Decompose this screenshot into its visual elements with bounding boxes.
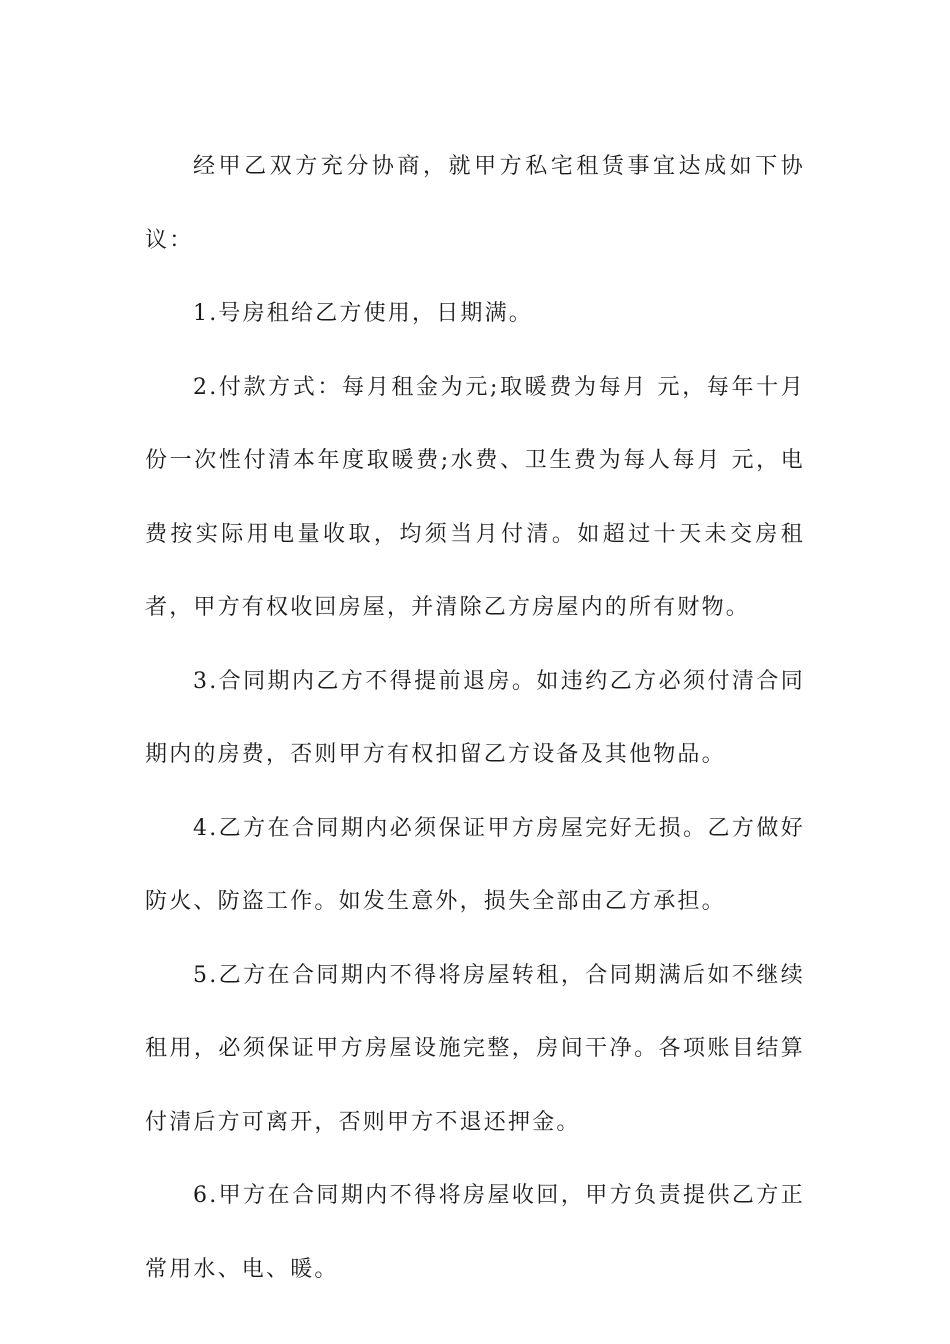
agreement-body <box>145 130 805 1306</box>
paragraph-clause-4: 4.乙方在合同期内必须保证甲方房屋完好无损。乙方做好防火、防盗工作。如发生意外，损失全部由乙方承担。 <box>145 815 805 914</box>
paragraph-clause-3: 3.合同期内乙方不得提前退房。如违约乙方必须付清合同期内的房费，否则甲方有权扣留乙方设备及其他物品。 <box>145 668 805 767</box>
paragraph-clause-5: 5.乙方在合同期内不得将房屋转租，合同期满后如不继续租用，必须保证甲方房屋设施完整，房间干净。各项账目结算付清后方可离开，否则甲方不退还押金。 <box>145 962 805 1135</box>
paragraph-clause-1: 1.号房租给乙方使用，日期满。 <box>193 301 533 326</box>
paragraph-clause-2: 2.付款方式：每月租金为元;取暖费为每月 元，每年十月份一次性付清本年度取暖费;水费、卫生费为每人每月 元，电费按实际用电量收取，均须当月付清。如超过十天未交房租者，甲方有权收回房屋，并清除乙方房屋内的所有财物。 <box>145 374 805 620</box>
paragraph-clause-6: 6.甲方在合同期内不得将房屋收回，甲方负责提供乙方正常用水、电、暖。 <box>145 1183 805 1282</box>
paragraph-intro: 经甲乙双方充分协商，就甲方私宅租赁事宜达成如下协议： <box>145 154 805 253</box>
